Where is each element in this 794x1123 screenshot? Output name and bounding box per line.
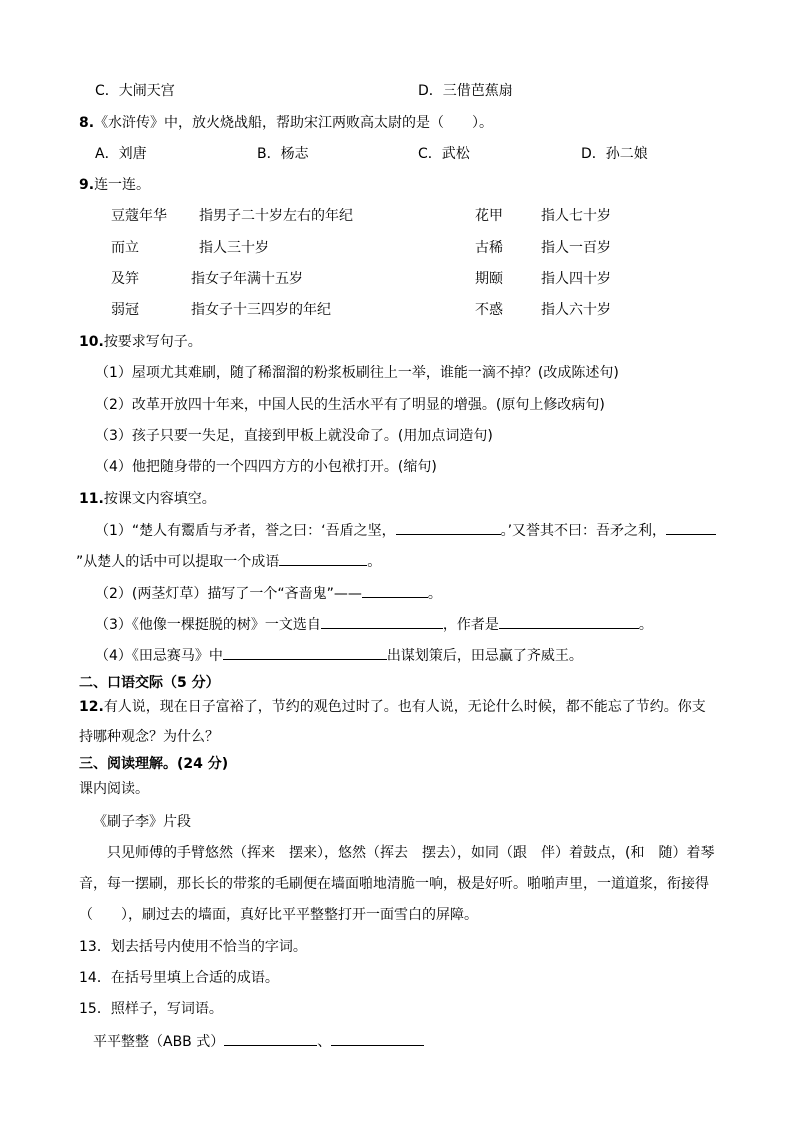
q11-item-2-text-a: （2）(两茎灯草）描写了一个“吝啬鬼”—— [95, 586, 362, 602]
q11-item-1-text-c: ”从楚人的话中可以提取一个成语 [76, 554, 280, 570]
passage-line-1: 只见师傅的手臂悠然（挥来 摆来），悠然（挥去 摆去），如同（跟 伴）着鼓点，(和 随）着琴 [107, 845, 715, 861]
q15-example [93, 1031, 424, 1051]
section-3-subheading: 课内阅读。 [79, 781, 149, 797]
q11-item-3-text-a: （3）《他像一棵挺脱的树》一文选自 [95, 617, 321, 633]
q7-option-d: D．三借芭蕉扇 [418, 83, 513, 99]
q12-line-2: 持哪种观念？为什么？ [79, 729, 219, 745]
q11-item-3 [95, 614, 653, 634]
q12-line-1 [79, 697, 706, 717]
q9-number: 9. [79, 177, 95, 193]
q9-left-term: 及笄 [111, 271, 139, 287]
q11-blank-1[interactable] [396, 520, 501, 535]
q11-item-2-text-b: 。 [427, 586, 442, 602]
q8-option-c: C．武松 [418, 146, 470, 162]
q11-item-3-text-b: ，作者是 [442, 617, 499, 633]
q10-item-1: （1）屋项尤其难刷，随了稀溜溜的粉浆板刷往上一举，谁能一滴不掉？(改成陈述句) [95, 365, 619, 381]
q9-left-term: 弱冠 [111, 302, 139, 318]
q7-option-c: C．大闹天宫 [95, 83, 175, 99]
q15: 15．照样子，写词语。 [79, 1001, 223, 1017]
q8-question [79, 113, 493, 133]
q14: 14．在括号里填上合适的成语。 [79, 970, 279, 986]
q9-left-meaning: 指人三十岁 [199, 240, 269, 256]
q9-left-term: 豆蔻年华 [111, 208, 167, 224]
q8-stem: 《水浒传》中，放火烧战船，帮助宋江两败高太尉的是（ ）。 [94, 115, 494, 131]
q11-blank-7[interactable] [223, 645, 387, 660]
q9-stem: 连一连。 [94, 177, 151, 193]
q9-right-term: 不惑 [475, 302, 503, 318]
q11-question [79, 489, 216, 509]
q9-right-term: 期颐 [475, 271, 503, 287]
q8-option-b: B．杨志 [257, 146, 309, 162]
q8-option-d: D．孙二娘 [581, 146, 648, 162]
q15-example-text: 平平整整（ABB 式） [93, 1034, 225, 1050]
q11-item-1-line1 [95, 520, 716, 540]
passage-line-2: 音，每一摆刷，那长长的带浆的毛刷便在墙面啪地清脆一响，极是好听。啪啪声里，一道道浆，衔接得 [79, 876, 709, 892]
q11-item-2 [95, 583, 442, 603]
q10-stem: 按要求写句子。 [103, 334, 202, 350]
q9-left-meaning: 指女子十三四岁的年纪 [191, 302, 331, 318]
passage-line-3: （ ），刷过去的墙面，真好比平平整整打开一面雪白的屏障。 [79, 907, 478, 923]
q12-number: 12. [79, 699, 104, 715]
q9-left-meaning: 指女子年满十五岁 [191, 271, 303, 287]
q15-separator: 、 [317, 1034, 332, 1050]
q10-number: 10. [79, 334, 104, 350]
q11-blank-6[interactable] [499, 614, 639, 629]
section-2-heading: 二、口语交际（5 分） [79, 675, 220, 691]
q9-right-meaning: 指人七十岁 [541, 208, 611, 224]
q15-blank-1[interactable] [224, 1031, 317, 1046]
q10-item-2: （2）改革开放四十年来，中国人民的生活水平有了明显的增强。(原句上修改病句) [95, 397, 605, 413]
q9-left-term: 而立 [111, 240, 139, 256]
q9-right-meaning: 指人四十岁 [541, 271, 611, 287]
q8-number: 8. [79, 115, 95, 131]
q11-blank-2[interactable] [666, 520, 716, 535]
q9-right-meaning: 指人一百岁 [541, 240, 611, 256]
q11-item-4-text-b: 出谋划策后，田忌赢了齐威王。 [386, 648, 583, 664]
q10-item-3: （3）孩子只要一失足，直接到甲板上就没命了。(用加点词造句) [95, 428, 493, 444]
q15-blank-2[interactable] [331, 1031, 424, 1046]
q11-item-1-text-a: （1）“楚人有鬻盾与矛者，誉之曰：‘吾盾之坚， [95, 523, 396, 539]
q11-blank-3[interactable] [279, 551, 367, 566]
q10-item-4: （4）他把随身带的一个四四方方的小包袱打开。(缩句) [95, 459, 437, 475]
q10-question [79, 332, 202, 352]
passage-title: 《刷子李》片段 [93, 814, 191, 830]
q11-item-4-text-a: （4）《田忌赛马》中 [95, 648, 223, 664]
q11-item-3-text-c: 。 [638, 617, 653, 633]
q9-question [79, 175, 150, 195]
q9-right-meaning: 指人六十岁 [541, 302, 611, 318]
q8-option-a: A．刘唐 [95, 146, 147, 162]
q11-number: 11. [79, 491, 104, 507]
q11-stem: 按课文内容填空。 [103, 491, 216, 507]
q11-item-1-line2 [76, 551, 381, 571]
q9-right-term: 古稀 [475, 240, 503, 256]
q12-text: 有人说，现在日子富裕了，节约的观色过时了。也有人说，无论什么时候，都不能忘了节约。你支 [103, 699, 706, 715]
q13: 13．划去括号内使用不恰当的字词。 [79, 939, 307, 955]
q9-left-meaning: 指男子二十岁左右的年纪 [199, 208, 353, 224]
q11-item-1-text-d: 。 [367, 554, 382, 570]
q11-blank-5[interactable] [321, 614, 443, 629]
q9-right-term: 花甲 [475, 208, 503, 224]
q11-blank-4[interactable] [362, 583, 428, 598]
q11-item-4 [95, 645, 583, 665]
q11-item-1-text-b: 。’又誉其不曰：吾矛之利， [500, 523, 667, 539]
section-3-heading: 三、阅读理解。(24 分) [79, 756, 229, 772]
